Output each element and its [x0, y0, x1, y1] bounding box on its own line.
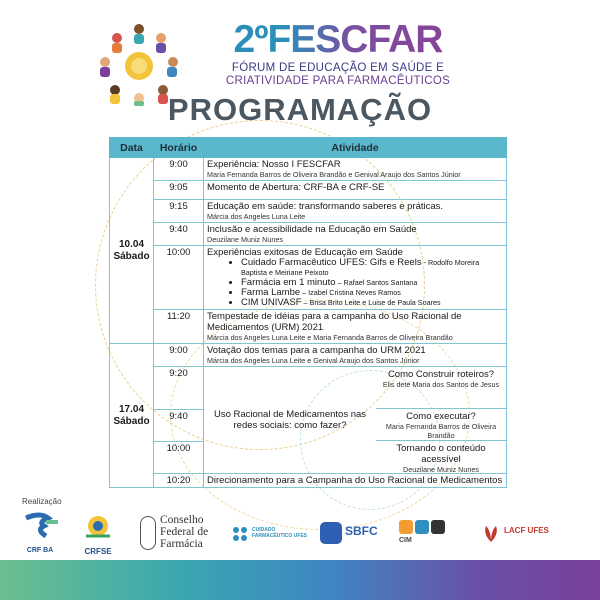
- time-cell: 9:00: [154, 344, 204, 367]
- cim-m-icon: [431, 520, 445, 534]
- header-activity: Atividade: [204, 138, 507, 158]
- topic-title: Como executar?: [406, 411, 476, 422]
- experience-speaker: – Rafael Santos Santana: [335, 278, 418, 287]
- table-row: [110, 223, 507, 246]
- crfse-logo: [76, 512, 120, 556]
- lacf-logo: [480, 512, 560, 556]
- activity-cell: [204, 223, 507, 246]
- cim-c-icon: [399, 520, 413, 534]
- cff-line1: Conselho: [160, 514, 204, 526]
- ufes-care-text: CUIDADO FARMACÊUTICO UFES: [252, 527, 307, 539]
- panel-title: Uso Racional de Medicamentos nas redes sociais: como fazer?: [213, 409, 367, 431]
- time-cell: 10:00: [154, 246, 204, 310]
- lacf-flower-icon: [480, 522, 502, 544]
- brand-subtitle-line1: FÓRUM DE EDUCAÇÃO EM SAÚDE E: [231, 62, 445, 74]
- topic-speaker: Elis dete Maria dos Santos de Jesus: [382, 380, 500, 389]
- panel-topic: [376, 441, 506, 473]
- sbfc-logo: [320, 512, 380, 556]
- activity-cell: [204, 310, 507, 344]
- table-row: [110, 344, 507, 367]
- time-cell: 9:40: [154, 410, 204, 442]
- activity-title: Momento de Abertura: CRF-BA e CRF-SE: [207, 182, 385, 193]
- partner-logos: [18, 512, 584, 556]
- sbfc-text: SBFC: [345, 524, 378, 538]
- time-cell: 9:15: [154, 200, 204, 223]
- cff-emblem-icon: [140, 516, 156, 550]
- activity-cell: [204, 158, 507, 181]
- time-cell: 9:20: [154, 367, 204, 410]
- activity-title: Inclusão e acessibilidade na Educação em Saúde: [207, 224, 417, 235]
- brand-subtitle-line2: CRIATIVIDADE PARA FARMACÊUTICOS: [225, 75, 451, 87]
- event-brand: [208, 18, 468, 88]
- activity-title: Educação em saúde: transformando saberes e práticas.: [207, 201, 444, 212]
- table-row: [110, 158, 507, 181]
- activity-cell: [204, 246, 507, 310]
- activity-speaker: Márcia dos Angeles Luna Leite e Genival Araujo dos Santos Júnior: [207, 356, 420, 365]
- topic-speaker: Maria Fernanda Barros de Oliveira Brandão: [385, 422, 497, 440]
- experience-speaker: - Rodolfo Moreira Baptista e Meiriane Peixoto: [241, 258, 480, 277]
- molecule-icon: [230, 524, 250, 544]
- topic-title: Como Construir roteiros?: [387, 369, 495, 380]
- activity-speaker: Márcia dos Angeles Luna Leite: [207, 212, 306, 221]
- page-title: PROGRAMAÇÃO: [167, 92, 433, 127]
- activity-speaker: Deuzilane Muniz Nunes: [207, 235, 283, 244]
- day1-date-cell: [110, 158, 154, 344]
- activity-cell: [204, 474, 507, 488]
- panel-topic: [376, 409, 506, 441]
- day2-date: 17.04: [118, 403, 145, 415]
- list-item: [241, 258, 503, 278]
- time-cell: 10:00: [154, 442, 204, 474]
- table-row: [110, 310, 507, 344]
- cff-line2: Federal de: [160, 526, 209, 538]
- experience-speaker: – Brisa Brito Leite e Luise de Paula Soares: [301, 298, 441, 307]
- activity-title: Experiência: Nosso I FESCFAR: [207, 159, 341, 170]
- activity-title: Direcionamento para a Campanha do Uso Racional de Medicamentos: [207, 475, 503, 486]
- topic-title: Tornando o conteúdo acessível: [396, 443, 486, 465]
- panel-topics: [376, 367, 506, 473]
- day1-weekday: Sábado: [113, 250, 150, 262]
- table-row: [110, 181, 507, 200]
- time-cell: 9:00: [154, 158, 204, 181]
- time-cell: 9:05: [154, 181, 204, 200]
- activity-title: Experiências exitosas de Educação em Saúde: [207, 247, 403, 258]
- time-cell: 11:20: [154, 310, 204, 344]
- activity-cell: [204, 200, 507, 223]
- bottom-gradient-bar: [0, 560, 600, 600]
- crfse-text: CRFSE: [84, 547, 112, 556]
- crfba-text: CRF BA: [26, 547, 54, 554]
- crfba-mark-icon: [18, 512, 62, 542]
- activity-title: Tempestade de idéias para a campanha do Uso Racional de Medicamentos (URM) 2021: [207, 311, 462, 333]
- time-cell: 10:20: [154, 474, 204, 488]
- topic-speaker: Deuzilane Muniz Nunes: [403, 465, 479, 474]
- day2-date-cell: [110, 344, 154, 488]
- time-cell: 9:40: [154, 223, 204, 246]
- ufes-care-logo: [230, 512, 316, 556]
- cff-line3: Farmácia: [160, 538, 203, 550]
- list-item: [241, 298, 503, 308]
- cim-logo: [399, 512, 459, 556]
- day1-date: 10.04: [118, 238, 145, 250]
- header-time: Horário: [154, 138, 204, 158]
- activity-speaker: Maria Fernanda Barros de Oliveira Brandão e Genival Araujo dos Santos Júnior: [207, 170, 461, 179]
- experience-title: Farma Lambe: [241, 287, 301, 298]
- activity-cell: [204, 344, 507, 367]
- activity-speaker: Márcia dos Angeles Luna Leite e Maria Fernanda Barros de Oliveira Brandão: [207, 333, 453, 342]
- crfse-mark-icon: [76, 512, 120, 542]
- panel-topic: [376, 367, 506, 409]
- cff-logo: [140, 512, 222, 556]
- experience-speaker: – Izabel Cristina Neves Ramos: [300, 288, 401, 297]
- day2-weekday: Sábado: [113, 415, 150, 427]
- experience-title: Farmácia em 1 minuto: [241, 277, 336, 288]
- header-date: Data: [110, 138, 154, 158]
- table-row: [110, 200, 507, 223]
- brand-title: 2ºFESCFAR: [208, 18, 468, 62]
- table-row: [110, 367, 507, 410]
- activity-cell: [204, 181, 507, 200]
- sbfc-icon: [320, 522, 342, 544]
- cim-text: CIM: [399, 537, 412, 544]
- lacf-text: LACF UFES: [504, 526, 549, 535]
- cim-i-icon: [415, 520, 429, 534]
- crfba-logo: [18, 512, 62, 556]
- experience-list: [207, 258, 503, 308]
- table-row: [110, 246, 507, 310]
- experience-title: Cuidado Farmacêutico UFES: Gifs e Reels: [241, 257, 422, 268]
- table-header-row: [110, 138, 507, 158]
- experience-title: CIM UNIVASF: [241, 297, 302, 308]
- panel-cell: [204, 367, 507, 474]
- schedule-table: [109, 137, 507, 488]
- table-row: [110, 474, 507, 488]
- activity-title: Votação dos temas para a campanha do URM 2021: [207, 345, 426, 356]
- footer-label: Realização: [22, 497, 62, 506]
